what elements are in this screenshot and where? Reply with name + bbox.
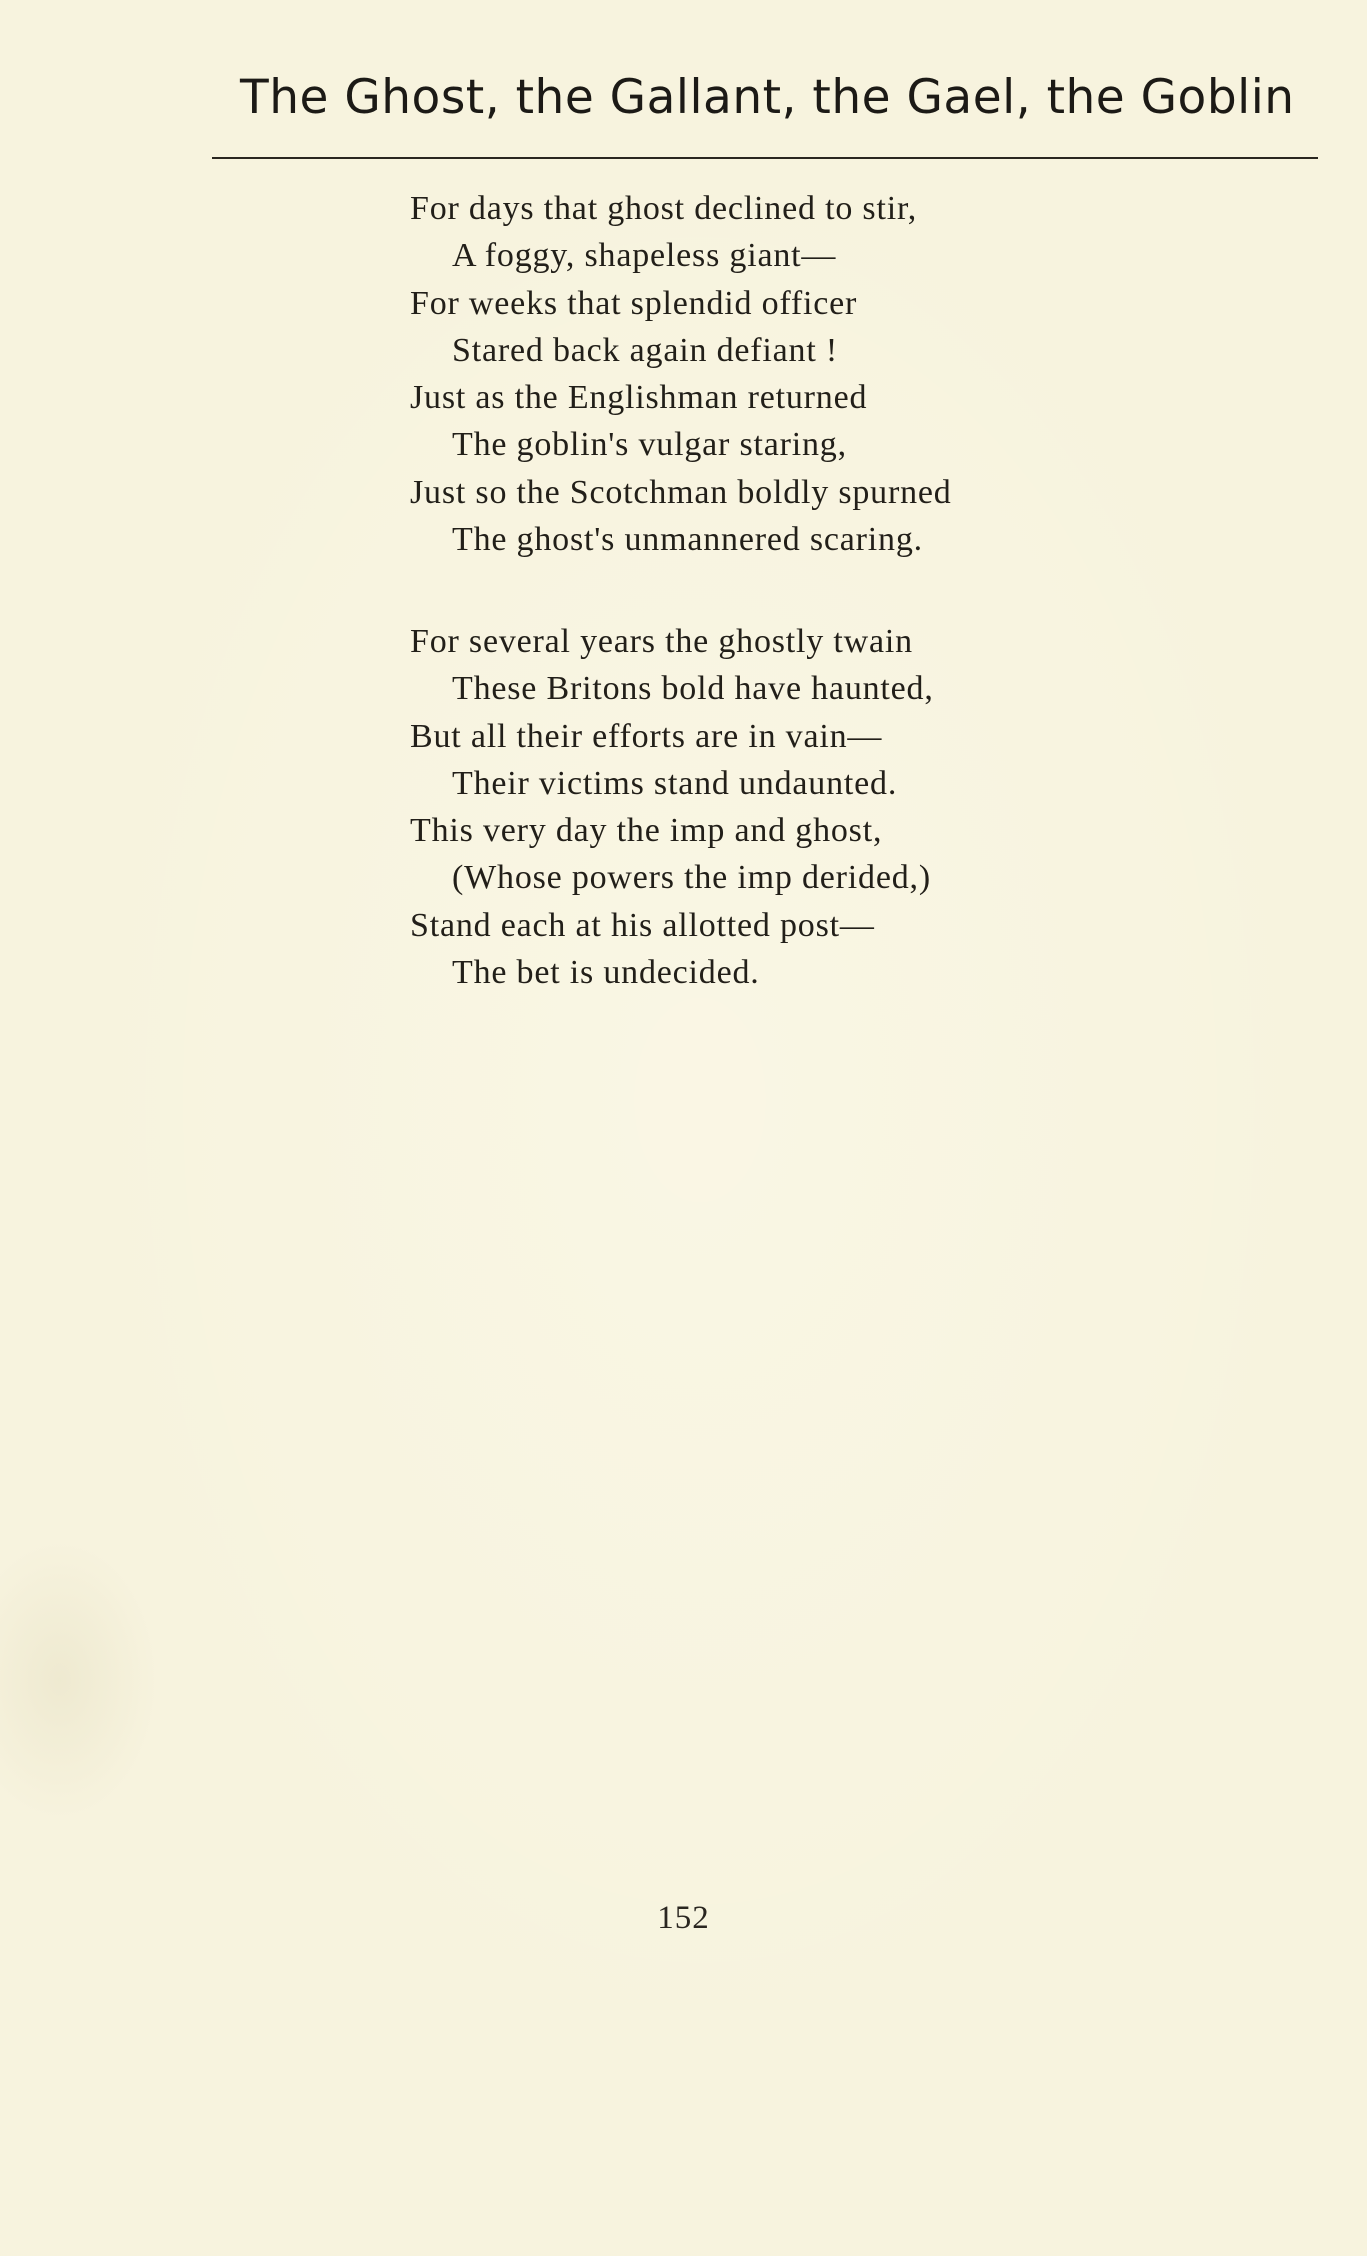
verse-line: (Whose powers the imp derided,)	[452, 859, 931, 897]
verse-line: Their victims stand undaunted.	[452, 764, 898, 802]
verse-line: The bet is undecided.	[452, 954, 760, 992]
verse-line: The ghost's unmannered scaring.	[452, 521, 923, 559]
verse-line: The goblin's vulgar staring,	[452, 426, 847, 464]
verse-line: For days that ghost declined to stir,	[410, 190, 918, 227]
running-head: The Ghost, the Gallant, the Gael, the Goblin	[240, 70, 1295, 125]
verse-line: For weeks that splendid officer	[410, 284, 858, 322]
verse-line: Stand each at his allotted post—	[410, 906, 875, 944]
stanza-2	[410, 618, 1170, 996]
verse-line: A foggy, shapeless giant—	[452, 237, 837, 275]
verse-line: Just as the Englishman returned	[410, 379, 868, 417]
verse-line: This very day the imp and ghost,	[410, 812, 883, 850]
verse-line: For several years the ghostly twain	[410, 623, 913, 660]
page-number: 152	[657, 1900, 710, 1936]
header-rule	[212, 157, 1318, 159]
stanza-1	[410, 185, 1170, 563]
verse-line: Just so the Scotchman boldly spurned	[410, 473, 952, 511]
verse-line: Stared back again defiant !	[452, 331, 838, 369]
verse-line: These Britons bold have haunted,	[452, 670, 934, 708]
verse-line: But all their efforts are in vain—	[410, 717, 883, 755]
